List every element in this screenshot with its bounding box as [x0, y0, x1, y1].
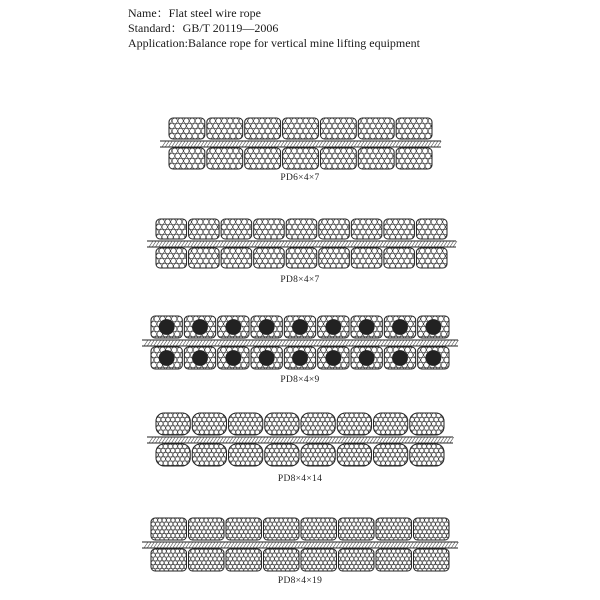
rope-label-pd6-4-7: PD6×4×7 [280, 173, 320, 183]
name-line: Name：Flat steel wire rope [128, 6, 261, 20]
rope-label-pd8-4-7: PD8×4×7 [280, 275, 320, 285]
application-line: Application:Balance rope for vertical mine lifting equipment [128, 36, 420, 50]
rope-3 [147, 413, 454, 470]
rope-label-pd8-4-14: PD8×4×14 [277, 474, 323, 484]
rope-4 [142, 518, 458, 573]
rope-1 [147, 219, 457, 269]
rope-label-pd8-4-9: PD8×4×9 [280, 375, 320, 385]
rope-label-pd8-4-19: PD8×4×19 [277, 576, 323, 586]
standard-line: Standard：GB/T 20119—2006 [128, 21, 279, 35]
rope-2 [142, 316, 458, 373]
rope-0 [160, 118, 441, 174]
